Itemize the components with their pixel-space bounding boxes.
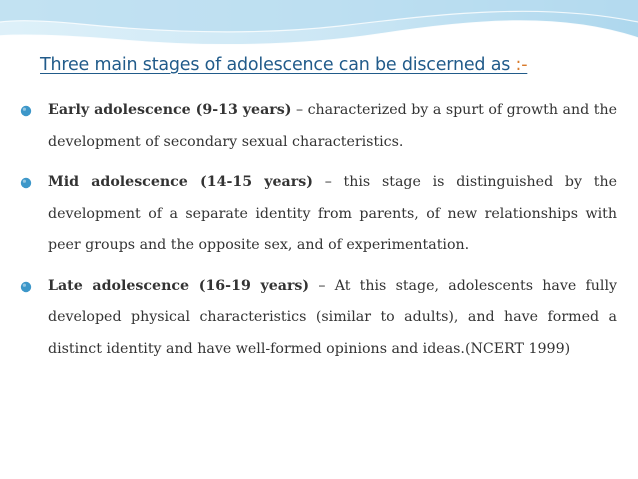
stages-bullet-list (20, 95, 617, 374)
header-wave-decoration (0, 0, 638, 60)
stage-term: Mid adolescence (14-15 years) (48, 174, 313, 190)
bullet-item-early (20, 95, 617, 158)
stage-description: – this stage is distinguished by the development of a separate identity from parents, of new relationships with peer groups and the opposite sex, and of experimentation. (48, 174, 617, 253)
bullet-item-mid (20, 167, 617, 262)
slide-title (40, 55, 527, 75)
circle-bullet-icon (20, 281, 32, 293)
circle-bullet-icon (20, 177, 32, 189)
stage-description: – At this stage, adolescents have fully developed physical characteristics (similar to adults), and have formed a distinct identity and have well-formed opinions and ideas.(NCERT 1999) (48, 277, 617, 357)
circle-bullet-icon (20, 105, 32, 117)
slide-title-text: Three main stages of adolescence can be discerned as (40, 55, 516, 75)
stage-term: Early adolescence (9-13 years) (48, 102, 292, 118)
slide-title-suffix: :- (515, 55, 528, 75)
bullet-item-late (20, 271, 617, 366)
stage-description: – characterized by a spurt of growth and the development of secondary sexual characteristics. (48, 102, 617, 150)
stage-term: Late adolescence (16-19 years) (48, 277, 310, 294)
